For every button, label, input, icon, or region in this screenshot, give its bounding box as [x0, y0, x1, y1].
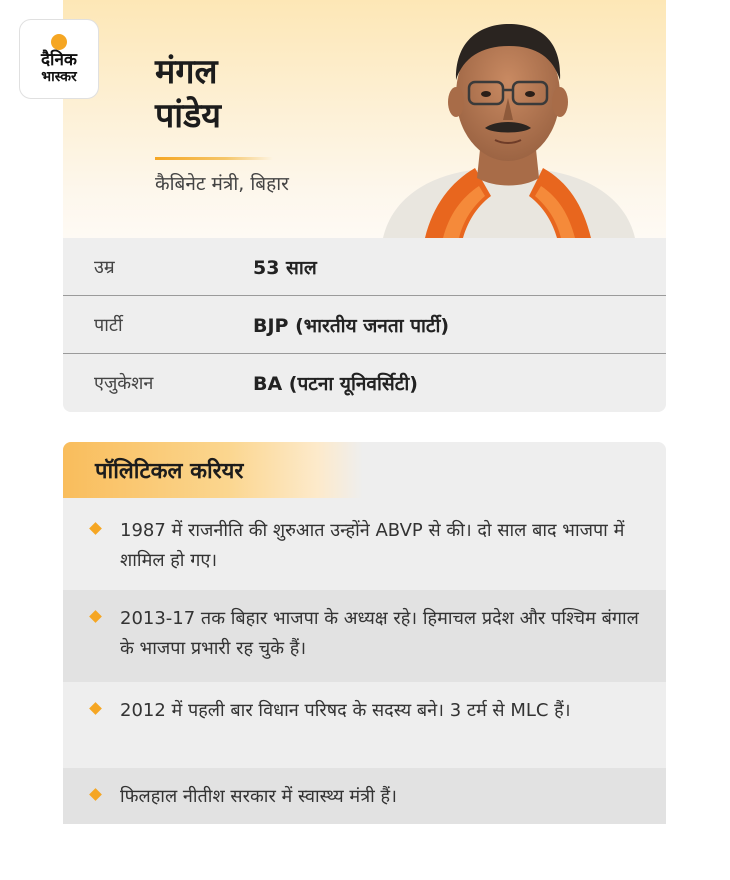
career-text: फिलहाल नीतीश सरकार में स्वास्थ्य मंत्री हैं। [120, 786, 397, 807]
diamond-bullet-icon [89, 788, 102, 801]
info-row-education [63, 354, 666, 412]
list-item [63, 768, 666, 824]
diamond-bullet-icon [89, 702, 102, 715]
info-label: उम्र [94, 256, 115, 278]
logo-line-2: भास्कर [41, 68, 77, 85]
info-value: BA (पटना यूनिवर्सिटी) [253, 373, 418, 395]
career-title: पॉलिटिकल करियर [63, 442, 363, 498]
person-name [155, 50, 221, 138]
info-label: पार्टी [94, 314, 123, 336]
info-row-party [63, 296, 666, 354]
name-underline [155, 157, 273, 160]
info-row-age [63, 238, 666, 296]
profile-header [41, 0, 666, 238]
first-name: मंगल [155, 52, 218, 92]
info-value: 53 साल [253, 256, 317, 279]
career-text: 1987 में राजनीति की शुरुआत उन्होंने ABVP से की। दो साल बाद भाजपा में शामिल हो गए। [120, 520, 625, 571]
diamond-bullet-icon [89, 522, 102, 535]
info-label: एजुकेशन [94, 373, 154, 394]
portrait-illustration [363, 10, 653, 238]
political-career-section [63, 442, 666, 824]
person-role: कैबिनेट मंत्री, बिहार [155, 173, 289, 195]
last-name: पांडेय [155, 96, 222, 136]
career-text: 2012 में पहली बार विधान परिषद के सदस्य बने। 3 टर्म से MLC हैं। [120, 700, 571, 721]
career-list [63, 498, 666, 824]
list-item [63, 682, 666, 768]
dainik-bhaskar-logo[interactable] [19, 19, 99, 99]
sun-icon [51, 34, 67, 50]
info-value: BJP (भारतीय जनता पार्टी) [253, 314, 450, 337]
profile-card [41, 0, 666, 824]
info-table [63, 238, 666, 412]
list-item [63, 590, 666, 682]
career-text: 2013-17 तक बिहार भाजपा के अध्यक्ष रहे। हिमाचल प्रदेश और पश्चिम बंगाल के भाजपा प्रभारी रह चुके हैं। [120, 608, 639, 659]
diamond-bullet-icon [89, 610, 102, 623]
list-item [63, 498, 666, 590]
logo-line-1: दैनिक [41, 49, 77, 70]
